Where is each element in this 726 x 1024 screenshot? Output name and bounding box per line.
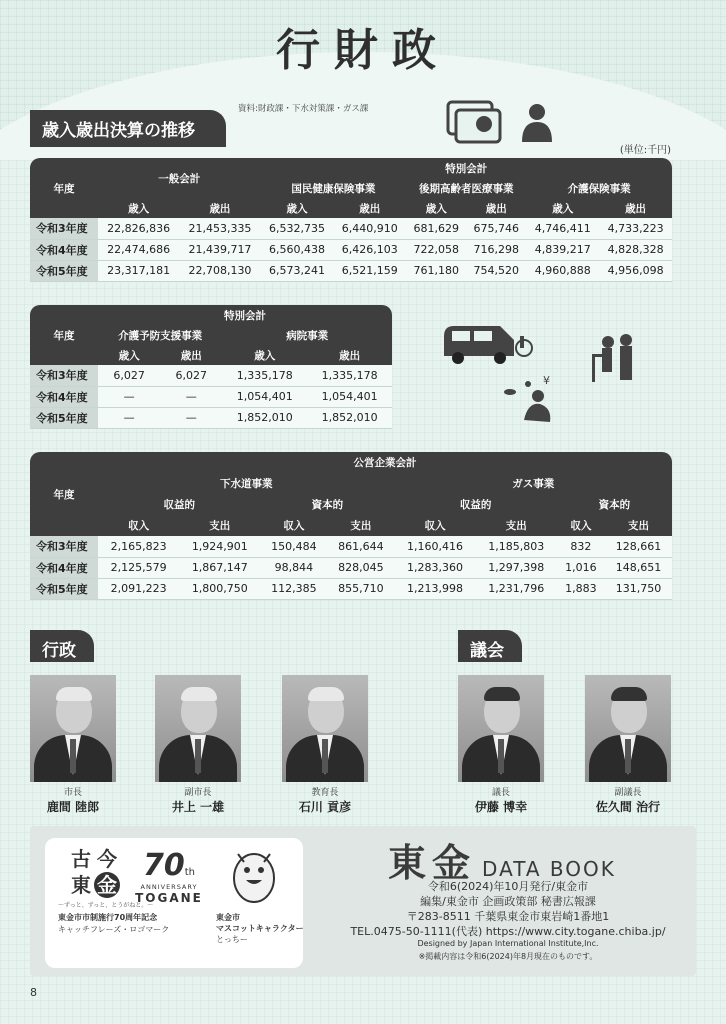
section-title-gikai: 議会 [458, 630, 522, 662]
col-header-exp: 歳出 [466, 198, 526, 218]
table-cell: 148,651 [605, 557, 672, 578]
table-cell: 6,027 [98, 365, 160, 386]
table-cell: 98,844 [260, 557, 327, 578]
col-header-rev: 歳入 [406, 198, 466, 218]
photo-mayor [30, 675, 116, 782]
table-cell: 1,054,401 [222, 386, 307, 407]
person-icon [522, 104, 552, 142]
table-cell: — [160, 386, 222, 407]
photo-superintendent [282, 675, 368, 782]
table-cell: 128,661 [605, 536, 672, 557]
table-cell: 6,440,910 [333, 218, 406, 239]
table-cell: 832 [557, 536, 605, 557]
design-credit: Designed by Japan International Institute,Inc. [417, 939, 599, 948]
svg-text:¥: ¥ [543, 374, 550, 387]
anniv-line2: TOGANE [135, 891, 203, 905]
table-row [30, 239, 672, 260]
editor-info: 編集/東金市 企画政策部 秘書広報課 [420, 895, 596, 908]
table-row [30, 536, 672, 557]
table-cell: 6,560,438 [261, 239, 334, 260]
col-header-out: 支出 [179, 515, 260, 536]
col-header-profit: 収益的 [394, 494, 556, 515]
photo-vice-chairman [585, 675, 671, 782]
table-cell: 21,453,335 [179, 218, 260, 239]
table-cell: 22,826,836 [98, 218, 179, 239]
col-header-sewer: 下水道事業 [98, 473, 394, 494]
section-title-finance: 歳入歳出決算の推移 [30, 110, 226, 147]
logo-char: 今 [97, 847, 117, 871]
col-header-exp: 歳出 [333, 198, 406, 218]
cell-year: 令和5年度 [30, 260, 98, 281]
table-cell: 21,439,717 [179, 239, 260, 260]
col-header-prevent: 介護予防支援事業 [98, 325, 222, 345]
cell-year: 令和5年度 [30, 407, 98, 428]
anniv-line1: ANNIVERSARY [140, 883, 198, 891]
table-cell: 1,283,360 [394, 557, 475, 578]
table-cell: 2,165,823 [98, 536, 179, 557]
table-cell: 1,852,010 [222, 407, 307, 428]
welfare-illustration [440, 318, 660, 428]
col-header-out: 支出 [327, 515, 394, 536]
col-header-capital: 資本的 [557, 494, 672, 515]
table-cell: 6,426,103 [333, 239, 406, 260]
issue-info: 令和6(2024)年10月発行/東金市 [427, 880, 589, 893]
table-row [30, 386, 392, 407]
col-header-rev: 歳入 [261, 198, 334, 218]
databook-latin: DATA BOOK [482, 857, 616, 881]
anniv-number: 70 [142, 848, 185, 883]
table-cell: 1,185,803 [476, 536, 557, 557]
role-label: 副議長 [614, 788, 642, 798]
table-cell: 131,750 [605, 578, 672, 599]
cell-year: 令和4年度 [30, 557, 98, 578]
table-cell: 23,317,181 [98, 260, 179, 281]
col-header-year: 年度 [30, 452, 98, 536]
money-icon [448, 102, 500, 142]
cell-year: 令和4年度 [30, 239, 98, 260]
table-cell: 861,644 [327, 536, 394, 557]
caregiver-icon [524, 390, 550, 422]
table-row [30, 260, 672, 281]
page-number: 8 [30, 986, 37, 999]
table-cell: 6,532,735 [261, 218, 334, 239]
table-cell: 22,474,686 [98, 239, 179, 260]
col-header-special: 特別会計 [261, 158, 672, 178]
cell-year: 令和3年度 [30, 218, 98, 239]
unit-note: (単位:千円) [619, 145, 671, 156]
source-note: 資料:財政課・下水対策課・ガス課 [238, 104, 369, 114]
col-header-inc: 収入 [260, 515, 327, 536]
role-label: 教育長 [311, 788, 339, 798]
content-note: ※掲載内容は令和6(2024)年8月現在のものです。 [418, 952, 598, 961]
table-cell: 828,045 [327, 557, 394, 578]
medicine-icon [504, 381, 531, 395]
table-cell: 855,710 [327, 578, 394, 599]
table-cell: 1,867,147 [179, 557, 260, 578]
logo-char: 金 [94, 872, 120, 898]
table-cell: 112,385 [260, 578, 327, 599]
col-header-exp: 歳出 [160, 345, 222, 365]
col-header-year: 年度 [30, 305, 98, 365]
caption-right [216, 912, 304, 945]
databook-kanji: 東金 [388, 840, 477, 885]
cell-year: 令和3年度 [30, 536, 98, 557]
col-header-inc: 収入 [394, 515, 475, 536]
col-header-care: 介護保険事業 [526, 178, 672, 198]
table-cell: 1,924,901 [179, 536, 260, 557]
col-header-public: 公営企業会計 [98, 452, 672, 473]
anniv-th: th [184, 867, 195, 878]
section-title-gyosei: 行政 [30, 630, 94, 662]
caption-left [58, 912, 169, 936]
col-header-exp: 歳出 [179, 198, 260, 218]
wheelchair-icon [516, 336, 532, 356]
table-cell: 6,573,241 [261, 260, 334, 281]
table-cell: 1,054,401 [307, 386, 392, 407]
table-cell: 4,960,888 [526, 260, 599, 281]
photo-deputy-mayor [155, 675, 241, 782]
finance-illustration [440, 98, 560, 144]
role-label: 議長 [491, 788, 510, 798]
role-label: 副市長 [184, 788, 212, 798]
col-header-inc: 収入 [98, 515, 179, 536]
table-cell: 4,746,411 [526, 218, 599, 239]
caption-left-1: 東金市市制施行70周年記念 [58, 913, 158, 922]
table-cell: 1,016 [557, 557, 605, 578]
col-header-out: 支出 [605, 515, 672, 536]
table-cell: 150,484 [260, 536, 327, 557]
person-name: 井上 一雄 [171, 800, 225, 814]
logo-char: 古 [71, 847, 91, 871]
person-name: 石川 貢彦 [298, 800, 352, 814]
table-cell: 6,027 [160, 365, 222, 386]
elderly-walker-icon [592, 334, 632, 382]
page-title: 行財政 [276, 25, 450, 76]
table-cell: 4,828,328 [599, 239, 672, 260]
col-header-capital: 資本的 [260, 494, 394, 515]
table-cell: 716,298 [466, 239, 526, 260]
caption-right-3: とっちー [216, 935, 248, 944]
col-header-general: 一般会計 [98, 158, 261, 198]
logo-char: 東 [71, 873, 91, 897]
table-cell: 1,883 [557, 578, 605, 599]
col-header-hospital: 病院事業 [222, 325, 392, 345]
col-header-rev: 歳入 [222, 345, 307, 365]
col-header-rev: 歳入 [98, 345, 160, 365]
yen-icon [543, 374, 550, 387]
col-header-rev: 歳入 [98, 198, 179, 218]
table-cell: 761,180 [406, 260, 466, 281]
table-cell: 1,852,010 [307, 407, 392, 428]
col-header-special: 特別会計 [98, 305, 392, 325]
cell-year: 令和3年度 [30, 365, 98, 386]
col-header-exp: 歳出 [599, 198, 672, 218]
col-header-rev: 歳入 [526, 198, 599, 218]
table-cell: 754,520 [466, 260, 526, 281]
table-cell: 6,521,159 [333, 260, 406, 281]
table-cell: — [98, 407, 160, 428]
table-cell: 722,058 [406, 239, 466, 260]
col-header-profit: 収益的 [98, 494, 260, 515]
table-cell: — [98, 386, 160, 407]
person-name: 鹿間 陸郎 [46, 800, 100, 814]
contact-info: TEL.0475-50-1111(代表) https://www.city.togane.chiba.jp/ [350, 925, 666, 938]
col-header-nhi: 国民健康保険事業 [261, 178, 407, 198]
table-cell: 22,708,130 [179, 260, 260, 281]
photo-chairman [458, 675, 544, 782]
table-cell: 4,733,223 [599, 218, 672, 239]
address-info: 〒283-8511 千葉県東金市東岩崎1番地1 [406, 910, 610, 923]
table-special-2 [30, 305, 392, 429]
table-row [30, 557, 672, 578]
col-header-elderly: 後期高齢者医療事業 [406, 178, 526, 198]
table-cell: 2,091,223 [98, 578, 179, 599]
table-cell: 1,335,178 [222, 365, 307, 386]
table-cell: 4,839,217 [526, 239, 599, 260]
table-cell: 1,213,998 [394, 578, 475, 599]
col-header-year: 年度 [30, 158, 98, 218]
van-icon [444, 326, 514, 364]
table-cell: 2,125,579 [98, 557, 179, 578]
col-header-inc: 収入 [557, 515, 605, 536]
table-cell: 1,800,750 [179, 578, 260, 599]
caption-right-1: 東金市 [216, 913, 240, 922]
table-cell: 4,956,098 [599, 260, 672, 281]
catchphrase-logo [68, 846, 120, 898]
table-row [30, 218, 672, 239]
table-cell: 1,231,796 [476, 578, 557, 599]
table-row [30, 365, 392, 386]
cell-year: 令和4年度 [30, 386, 98, 407]
table-cell: 675,746 [466, 218, 526, 239]
person-name: 伊藤 博幸 [474, 800, 528, 814]
cell-year: 令和5年度 [30, 578, 98, 599]
table-cell: 1,297,398 [476, 557, 557, 578]
logo-tagline: 〜ずっと、ずっと、とうがねと。〜 [58, 902, 154, 909]
caption-left-2: キャッチフレーズ・ロゴマーク [58, 925, 170, 934]
anniversary-logo [132, 848, 206, 905]
table-cell: 681,629 [406, 218, 466, 239]
table-row [30, 407, 392, 428]
table-cell: 1,160,416 [394, 536, 475, 557]
table-cell: 1,335,178 [307, 365, 392, 386]
caption-right-2: マスコットキャラクター [216, 924, 304, 933]
role-label: 市長 [63, 788, 82, 798]
table-row [30, 578, 672, 599]
table-public-enterprise [30, 452, 672, 600]
col-header-out: 支出 [476, 515, 557, 536]
table-cell: — [160, 407, 222, 428]
col-header-exp: 歳出 [307, 345, 392, 365]
mascot-tocchi-icon [228, 846, 280, 904]
table-general-special [30, 158, 672, 282]
person-name: 佐久間 治行 [595, 800, 661, 814]
col-header-gas: ガス事業 [394, 473, 672, 494]
